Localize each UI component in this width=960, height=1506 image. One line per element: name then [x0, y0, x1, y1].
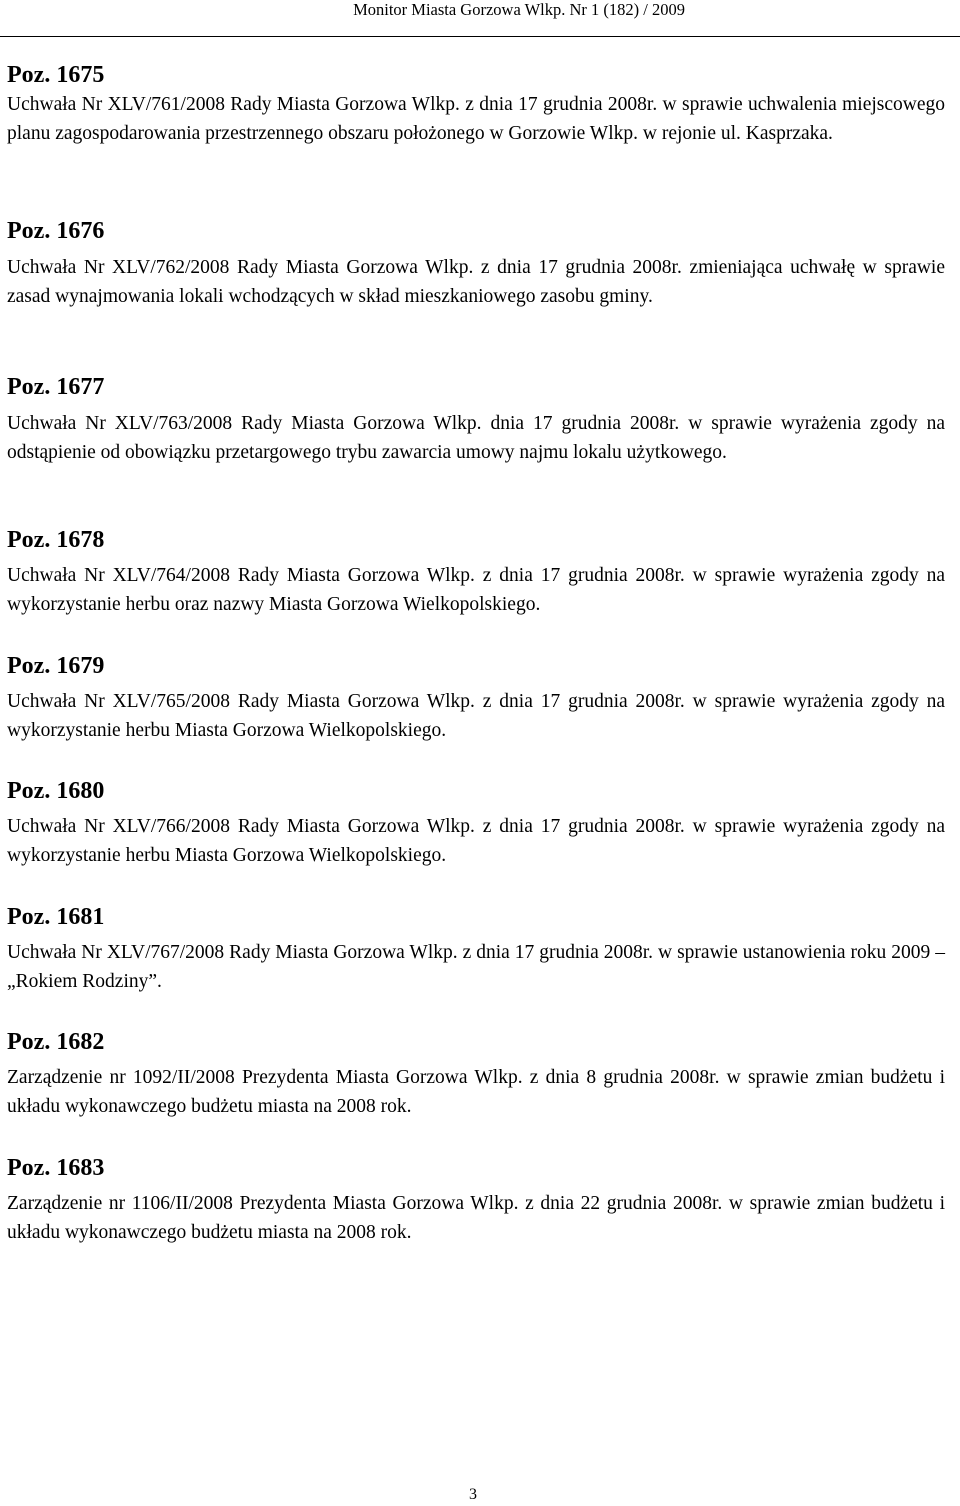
entry-title: Poz. 1682	[7, 1029, 105, 1055]
entry-body: Uchwała Nr XLV/764/2008 Rady Miasta Gorzowa Wlkp. z dnia 17 grudnia 2008r. w sprawie wyrażenia zgody na wykorzystanie herbu oraz nazwy Miasta Gorzowa Wielkopolskiego.	[7, 565, 945, 615]
entry-title: Poz. 1675	[7, 62, 105, 88]
entry-body: Uchwała Nr XLV/765/2008 Rady Miasta Gorzowa Wlkp. z dnia 17 grudnia 2008r. w sprawie wyrażenia zgody na wykorzystanie herbu Miasta Gorzowa Wielkopolskiego.	[7, 691, 945, 741]
entry-body: Uchwała Nr XLV/763/2008 Rady Miasta Gorzowa Wlkp. dnia 17 grudnia 2008r. w sprawie wyrażenia zgody na odstąpienie od obowiązku przetargowego trybu zawarcia umowy najmu lokalu użytkowego.	[7, 413, 945, 463]
entry-1680	[7, 778, 945, 870]
entry-1682	[7, 1029, 945, 1121]
entry-1683	[7, 1155, 945, 1247]
entry-1681	[7, 904, 945, 996]
page-header	[0, 0, 960, 37]
entry-title: Poz. 1680	[7, 778, 105, 804]
entry-1678	[7, 527, 945, 619]
entry-title: Poz. 1678	[7, 527, 105, 553]
entry-body: Zarządzenie nr 1092/II/2008 Prezydenta Miasta Gorzowa Wlkp. z dnia 8 grudnia 2008r. w sprawie zmian budżetu i układu wykonawczego budżetu miasta na 2008 rok.	[7, 1067, 945, 1117]
entry-body: Uchwała Nr XLV/767/2008 Rady Miasta Gorzowa Wlkp. z dnia 17 grudnia 2008r. w sprawie ustanowienia roku 2009 – „Rokiem Rodziny”.	[7, 942, 945, 992]
publication-title: Monitor Miasta Gorzowa Wlkp. Nr 1 (182) / 2009	[353, 0, 685, 19]
entry-title: Poz. 1683	[7, 1155, 105, 1181]
entry-1677	[7, 374, 945, 467]
entry-title: Poz. 1676	[7, 218, 105, 244]
entry-title: Poz. 1677	[7, 374, 105, 400]
entry-body: Uchwała Nr XLV/762/2008 Rady Miasta Gorzowa Wlkp. z dnia 17 grudnia 2008r. zmieniająca uchwałę w sprawie zasad wynajmowania lokali wchodzących w skład mieszkaniowego zasobu gminy.	[7, 257, 945, 307]
entry-body: Uchwała Nr XLV/766/2008 Rady Miasta Gorzowa Wlkp. z dnia 17 grudnia 2008r. w sprawie wyrażenia zgody na wykorzystanie herbu Miasta Gorzowa Wielkopolskiego.	[7, 816, 945, 866]
entry-1676	[7, 218, 945, 311]
entry-body: Uchwała Nr XLV/761/2008 Rady Miasta Gorzowa Wlkp. z dnia 17 grudnia 2008r. w sprawie uchwalenia miejscowego planu zagospodarowania przestrzennego obszaru położonego w Gorzowie Wlkp. w rejonie ul. Kasprzaka.	[7, 94, 945, 144]
entry-title: Poz. 1679	[7, 653, 105, 679]
entry-title: Poz. 1681	[7, 904, 105, 930]
entry-1679	[7, 653, 945, 745]
page-number: 3	[469, 1486, 477, 1503]
entry-1675	[7, 62, 945, 148]
entry-body: Zarządzenie nr 1106/II/2008 Prezydenta Miasta Gorzowa Wlkp. z dnia 22 grudnia 2008r. w sprawie zmian budżetu i układu wykonawczego budżetu miasta na 2008 rok.	[7, 1193, 945, 1243]
